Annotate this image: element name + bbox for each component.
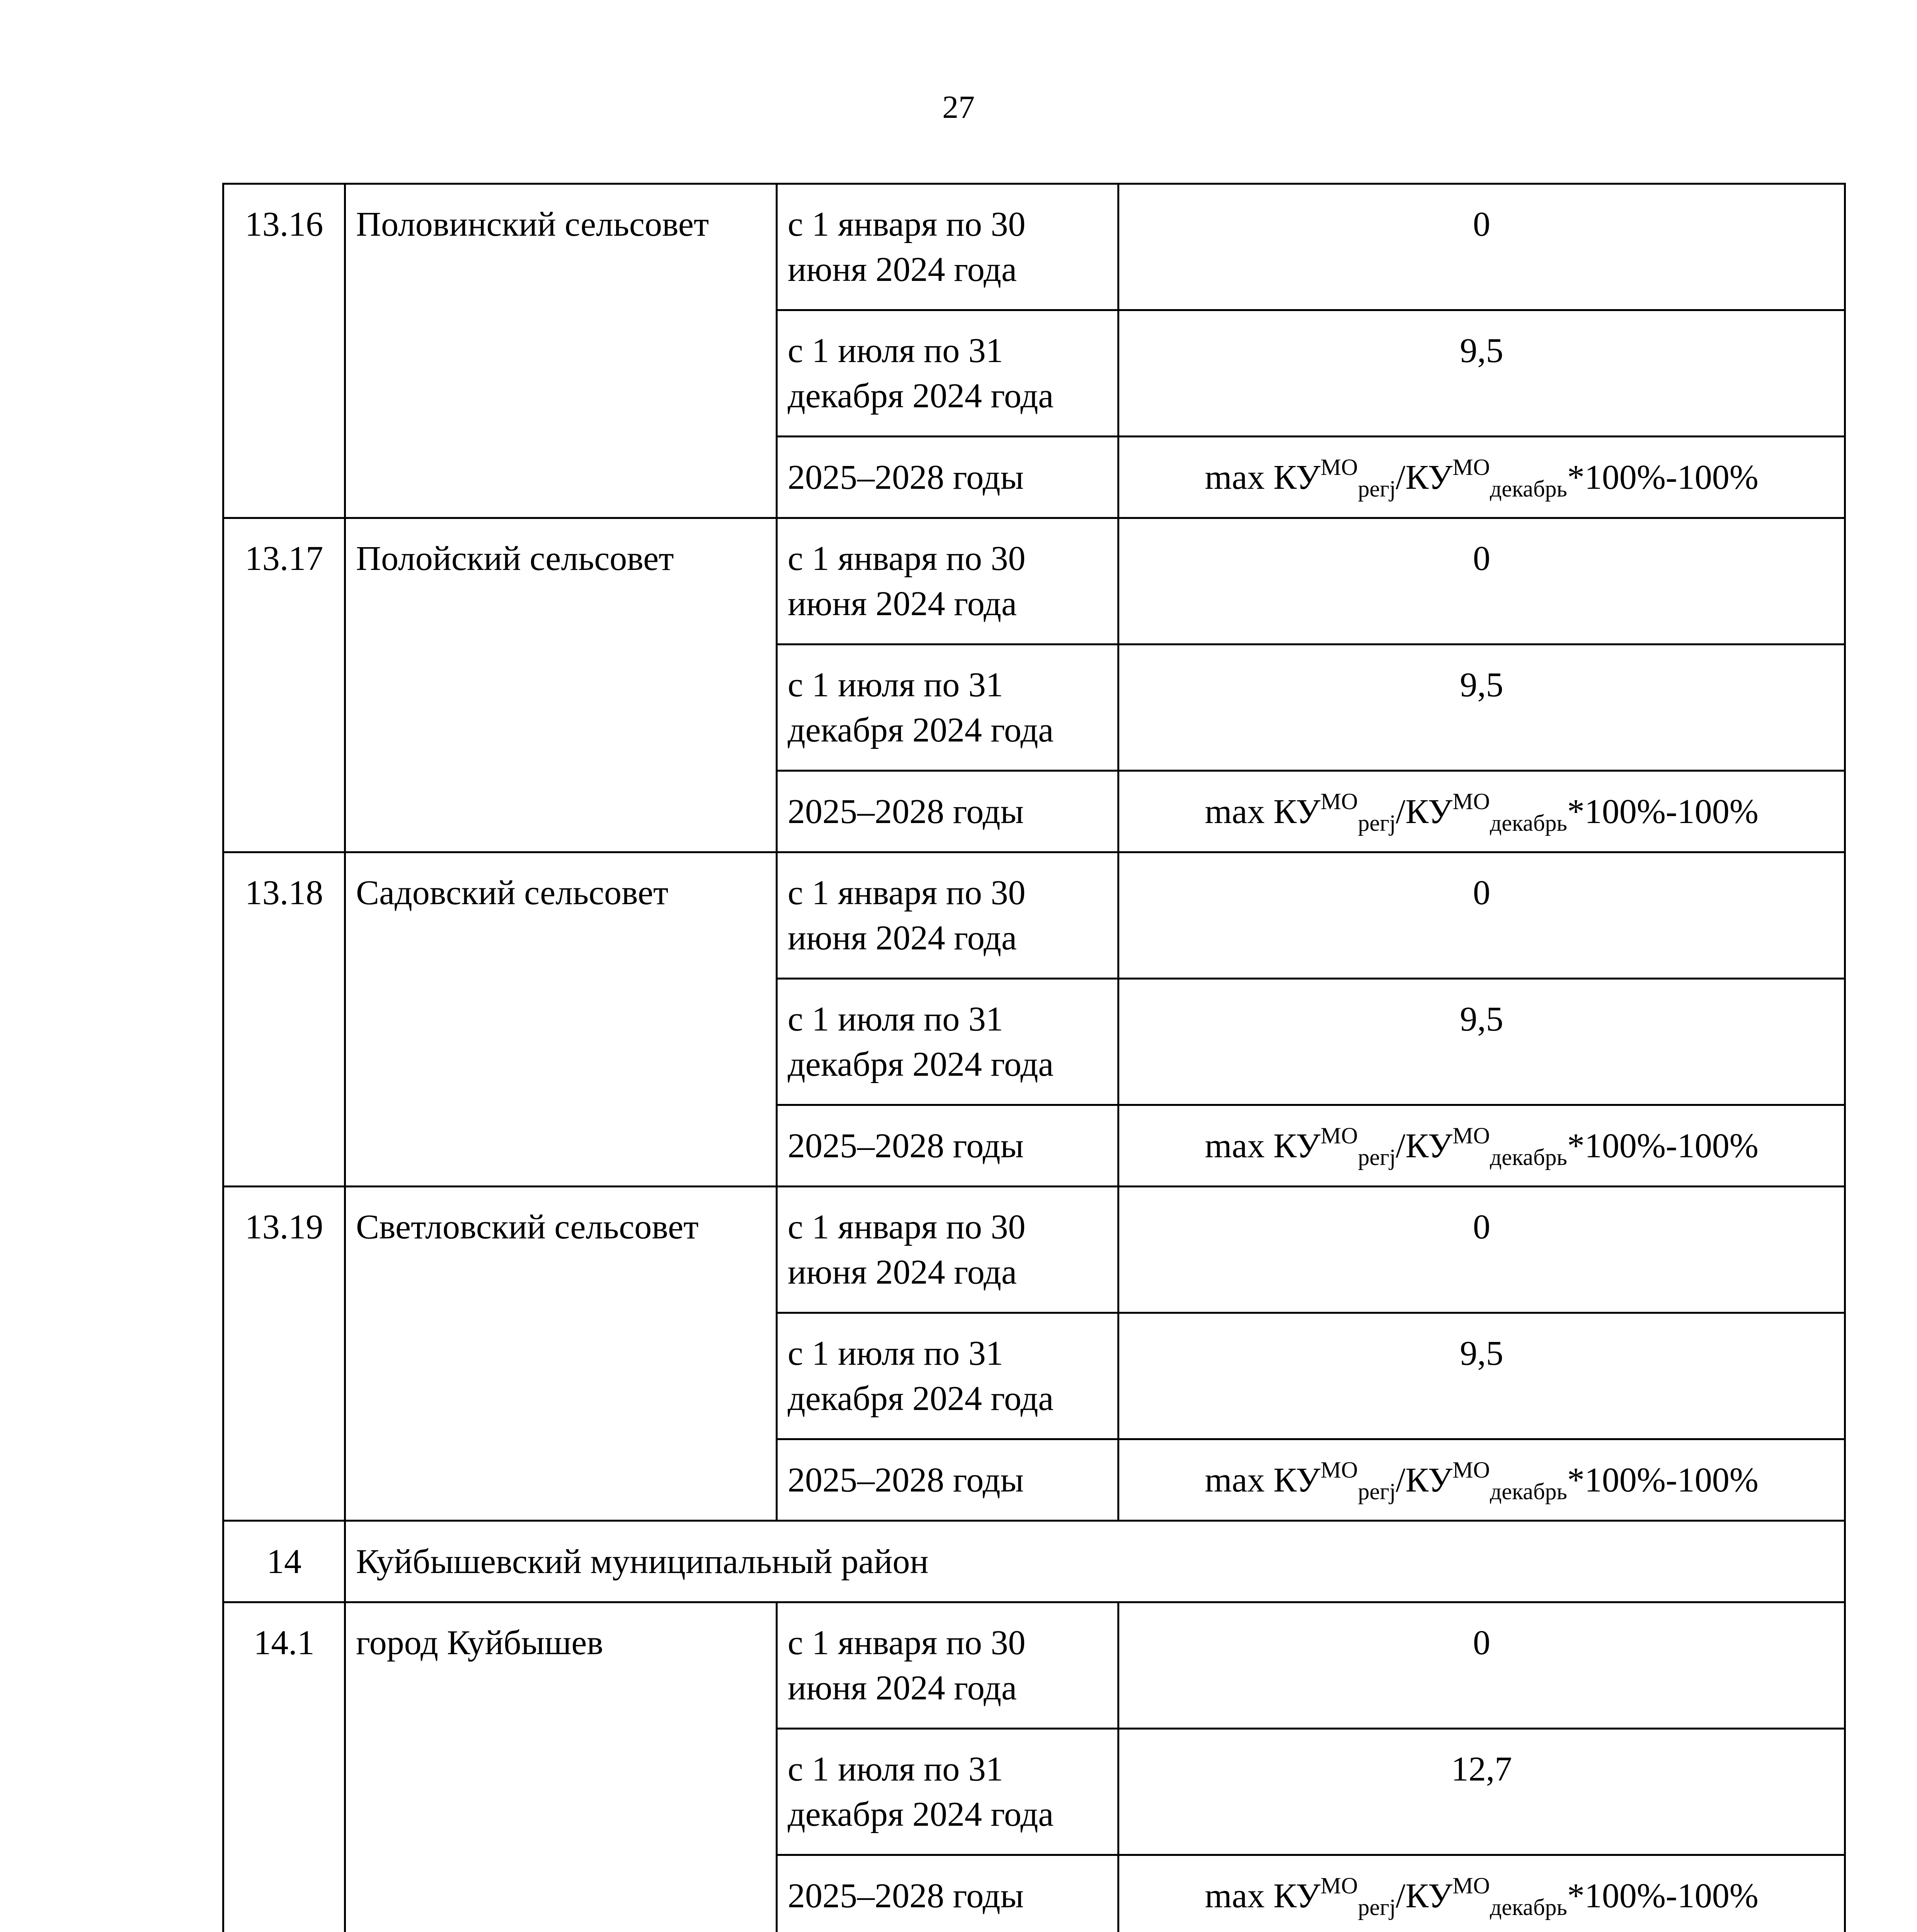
- municipality-name: Полойский сельсовет: [345, 518, 777, 852]
- coefficient-value: 9,5: [1119, 1313, 1845, 1439]
- municipality-name: Светловский сельсовет: [345, 1187, 777, 1521]
- coefficient-value: 0: [1119, 852, 1845, 979]
- coefficient-formula: [1119, 1105, 1845, 1187]
- coefficient-formula: [1119, 1855, 1845, 1932]
- period-label: 2025–2028 годы: [777, 1855, 1119, 1932]
- formula-sup: МО: [1320, 1123, 1358, 1148]
- formula-sup: МО: [1452, 454, 1490, 480]
- formula-mid: /КУ: [1396, 793, 1453, 831]
- formula-tail: *100%-100%: [1567, 793, 1759, 831]
- formula-tail: *100%-100%: [1567, 1127, 1759, 1165]
- formula-tail: *100%-100%: [1567, 458, 1759, 497]
- coefficient-value: 0: [1119, 184, 1845, 310]
- coefficient-value: 12,7: [1119, 1729, 1845, 1855]
- period-label: с 1 января по 30 июня 2024 года: [777, 184, 1119, 310]
- table-row: [223, 1187, 1845, 1313]
- period-label: с 1 января по 30 июня 2024 года: [777, 518, 1119, 645]
- formula-lead: max КУ: [1205, 1127, 1321, 1165]
- formula-sub: регj: [1358, 1895, 1396, 1920]
- district-name: Куйбышевский муниципальный район: [345, 1521, 1845, 1602]
- formula-lead: max КУ: [1205, 1877, 1321, 1915]
- formula-sup: МО: [1320, 454, 1358, 480]
- row-number: 14.1: [223, 1602, 345, 1932]
- period-label: 2025–2028 годы: [777, 1105, 1119, 1187]
- formula-sub: регj: [1358, 1479, 1396, 1504]
- page-number: 27: [942, 89, 975, 125]
- formula-lead: max КУ: [1205, 458, 1321, 497]
- formula-sub: декабрь: [1490, 1479, 1567, 1504]
- period-label: с 1 июля по 31 декабря 2024 года: [777, 310, 1119, 437]
- formula-sup: МО: [1452, 1873, 1490, 1898]
- municipality-name: Половинский сельсовет: [345, 184, 777, 518]
- formula-sub: декабрь: [1490, 1145, 1567, 1170]
- formula-mid: /КУ: [1396, 1877, 1453, 1915]
- period-label: с 1 января по 30 июня 2024 года: [777, 1187, 1119, 1313]
- period-label: с 1 июля по 31 декабря 2024 года: [777, 979, 1119, 1105]
- coefficient-value: 0: [1119, 1602, 1845, 1729]
- formula-sup: МО: [1320, 1873, 1358, 1898]
- formula-sub: декабрь: [1490, 1895, 1567, 1920]
- municipality-name: Садовский сельсовет: [345, 852, 777, 1187]
- row-number: 13.17: [223, 518, 345, 852]
- coefficient-value: 0: [1119, 518, 1845, 645]
- formula-sup: МО: [1452, 1457, 1490, 1483]
- municipality-name: город Куйбышев: [345, 1602, 777, 1932]
- table-row: [223, 518, 1845, 645]
- district-number: 14: [223, 1521, 345, 1602]
- formula-sub: декабрь: [1490, 476, 1567, 502]
- coefficient-formula: [1119, 771, 1845, 852]
- period-label: с 1 января по 30 июня 2024 года: [777, 852, 1119, 979]
- coefficient-table: [222, 183, 1846, 1932]
- formula-sub: декабрь: [1490, 810, 1567, 836]
- formula-mid: /КУ: [1396, 1461, 1453, 1499]
- coefficient-value: 0: [1119, 1187, 1845, 1313]
- period-label: с 1 июля по 31 декабря 2024 года: [777, 1313, 1119, 1439]
- row-number: 13.18: [223, 852, 345, 1187]
- formula-sup: МО: [1320, 789, 1358, 814]
- coefficient-value: 9,5: [1119, 310, 1845, 437]
- table-row: [223, 184, 1845, 310]
- formula-lead: max КУ: [1205, 1461, 1321, 1499]
- period-label: с 1 июля по 31 декабря 2024 года: [777, 645, 1119, 771]
- formula-tail: *100%-100%: [1567, 1461, 1759, 1499]
- coefficient-formula: [1119, 437, 1845, 518]
- formula-tail: *100%-100%: [1567, 1877, 1759, 1915]
- district-row: [223, 1521, 1845, 1602]
- formula-sub: регj: [1358, 810, 1396, 836]
- period-label: с 1 января по 30 июня 2024 года: [777, 1602, 1119, 1729]
- formula-mid: /КУ: [1396, 1127, 1453, 1165]
- formula-lead: max КУ: [1205, 793, 1321, 831]
- period-label: 2025–2028 годы: [777, 437, 1119, 518]
- formula-sub: регj: [1358, 476, 1396, 502]
- period-label: 2025–2028 годы: [777, 1439, 1119, 1521]
- formula-sup: МО: [1452, 1123, 1490, 1148]
- coefficient-value: 9,5: [1119, 979, 1845, 1105]
- formula-sup: МО: [1320, 1457, 1358, 1483]
- period-label: 2025–2028 годы: [777, 771, 1119, 852]
- table-row: [223, 852, 1845, 979]
- period-label: с 1 июля по 31 декабря 2024 года: [777, 1729, 1119, 1855]
- formula-mid: /КУ: [1396, 458, 1453, 497]
- formula-sub: регj: [1358, 1145, 1396, 1170]
- row-number: 13.16: [223, 184, 345, 518]
- table-row: [223, 1602, 1845, 1729]
- row-number: 13.19: [223, 1187, 345, 1521]
- coefficient-value: 9,5: [1119, 645, 1845, 771]
- formula-sup: МО: [1452, 789, 1490, 814]
- coefficient-formula: [1119, 1439, 1845, 1521]
